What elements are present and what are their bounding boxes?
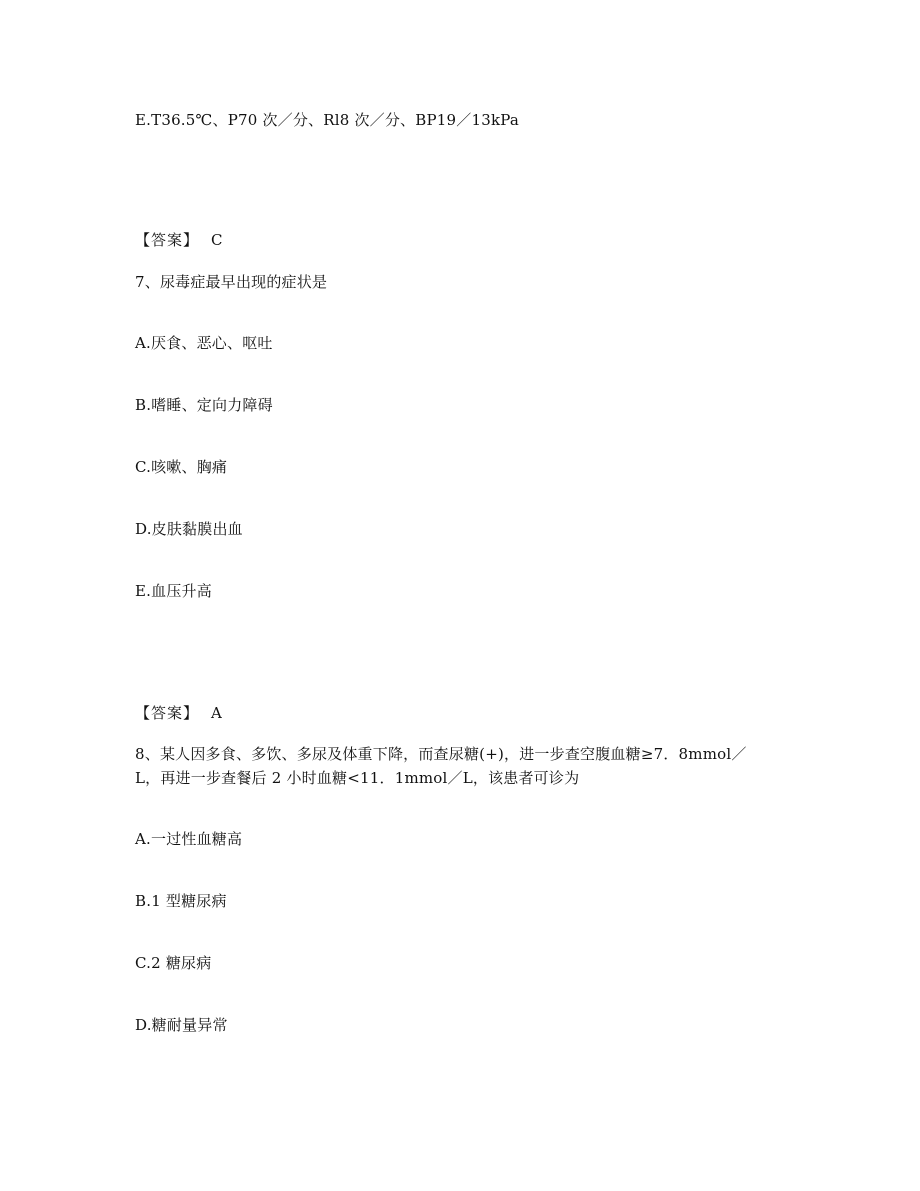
- question-8-stem-line-2: L，再进一步查餐后 2 小时血糖<11．1mmol／L，该患者可诊为: [135, 769, 580, 787]
- question-7-stem: 7、尿毒症最早出现的症状是: [135, 273, 328, 291]
- answer-value: A: [211, 704, 223, 722]
- question-7-option-a: A.厌食、恶心、呕吐: [135, 334, 273, 352]
- answer-7: [135, 701, 222, 725]
- answer-6: [135, 228, 223, 252]
- question-8-option-b: B.1 型糖尿病: [135, 892, 227, 910]
- prev-option-e: E.T36.5℃、P70 次／分、Rl8 次／分、BP19／13kPa: [135, 111, 519, 129]
- question-8-option-c: C.2 糖尿病: [135, 954, 212, 972]
- question-8-option-a: A.一过性血糖高: [135, 830, 243, 848]
- question-7-option-c: C.咳嗽、胸痛: [135, 458, 228, 476]
- question-8-stem-line-1: 8、某人因多食、多饮、多尿及体重下降，而查尿糖(+)，进一步查空腹血糖≥7．8mmol／: [135, 745, 747, 763]
- question-7-option-b: B.嗜睡、定向力障碍: [135, 396, 273, 414]
- answer-label: 【答案】: [135, 704, 200, 722]
- question-8-option-d: D.糖耐量异常: [135, 1016, 228, 1034]
- answer-value: C: [211, 231, 223, 249]
- answer-label: 【答案】: [135, 231, 200, 249]
- question-7-option-d: D.皮肤黏膜出血: [135, 520, 243, 538]
- question-7-option-e: E.血压升高: [135, 582, 212, 600]
